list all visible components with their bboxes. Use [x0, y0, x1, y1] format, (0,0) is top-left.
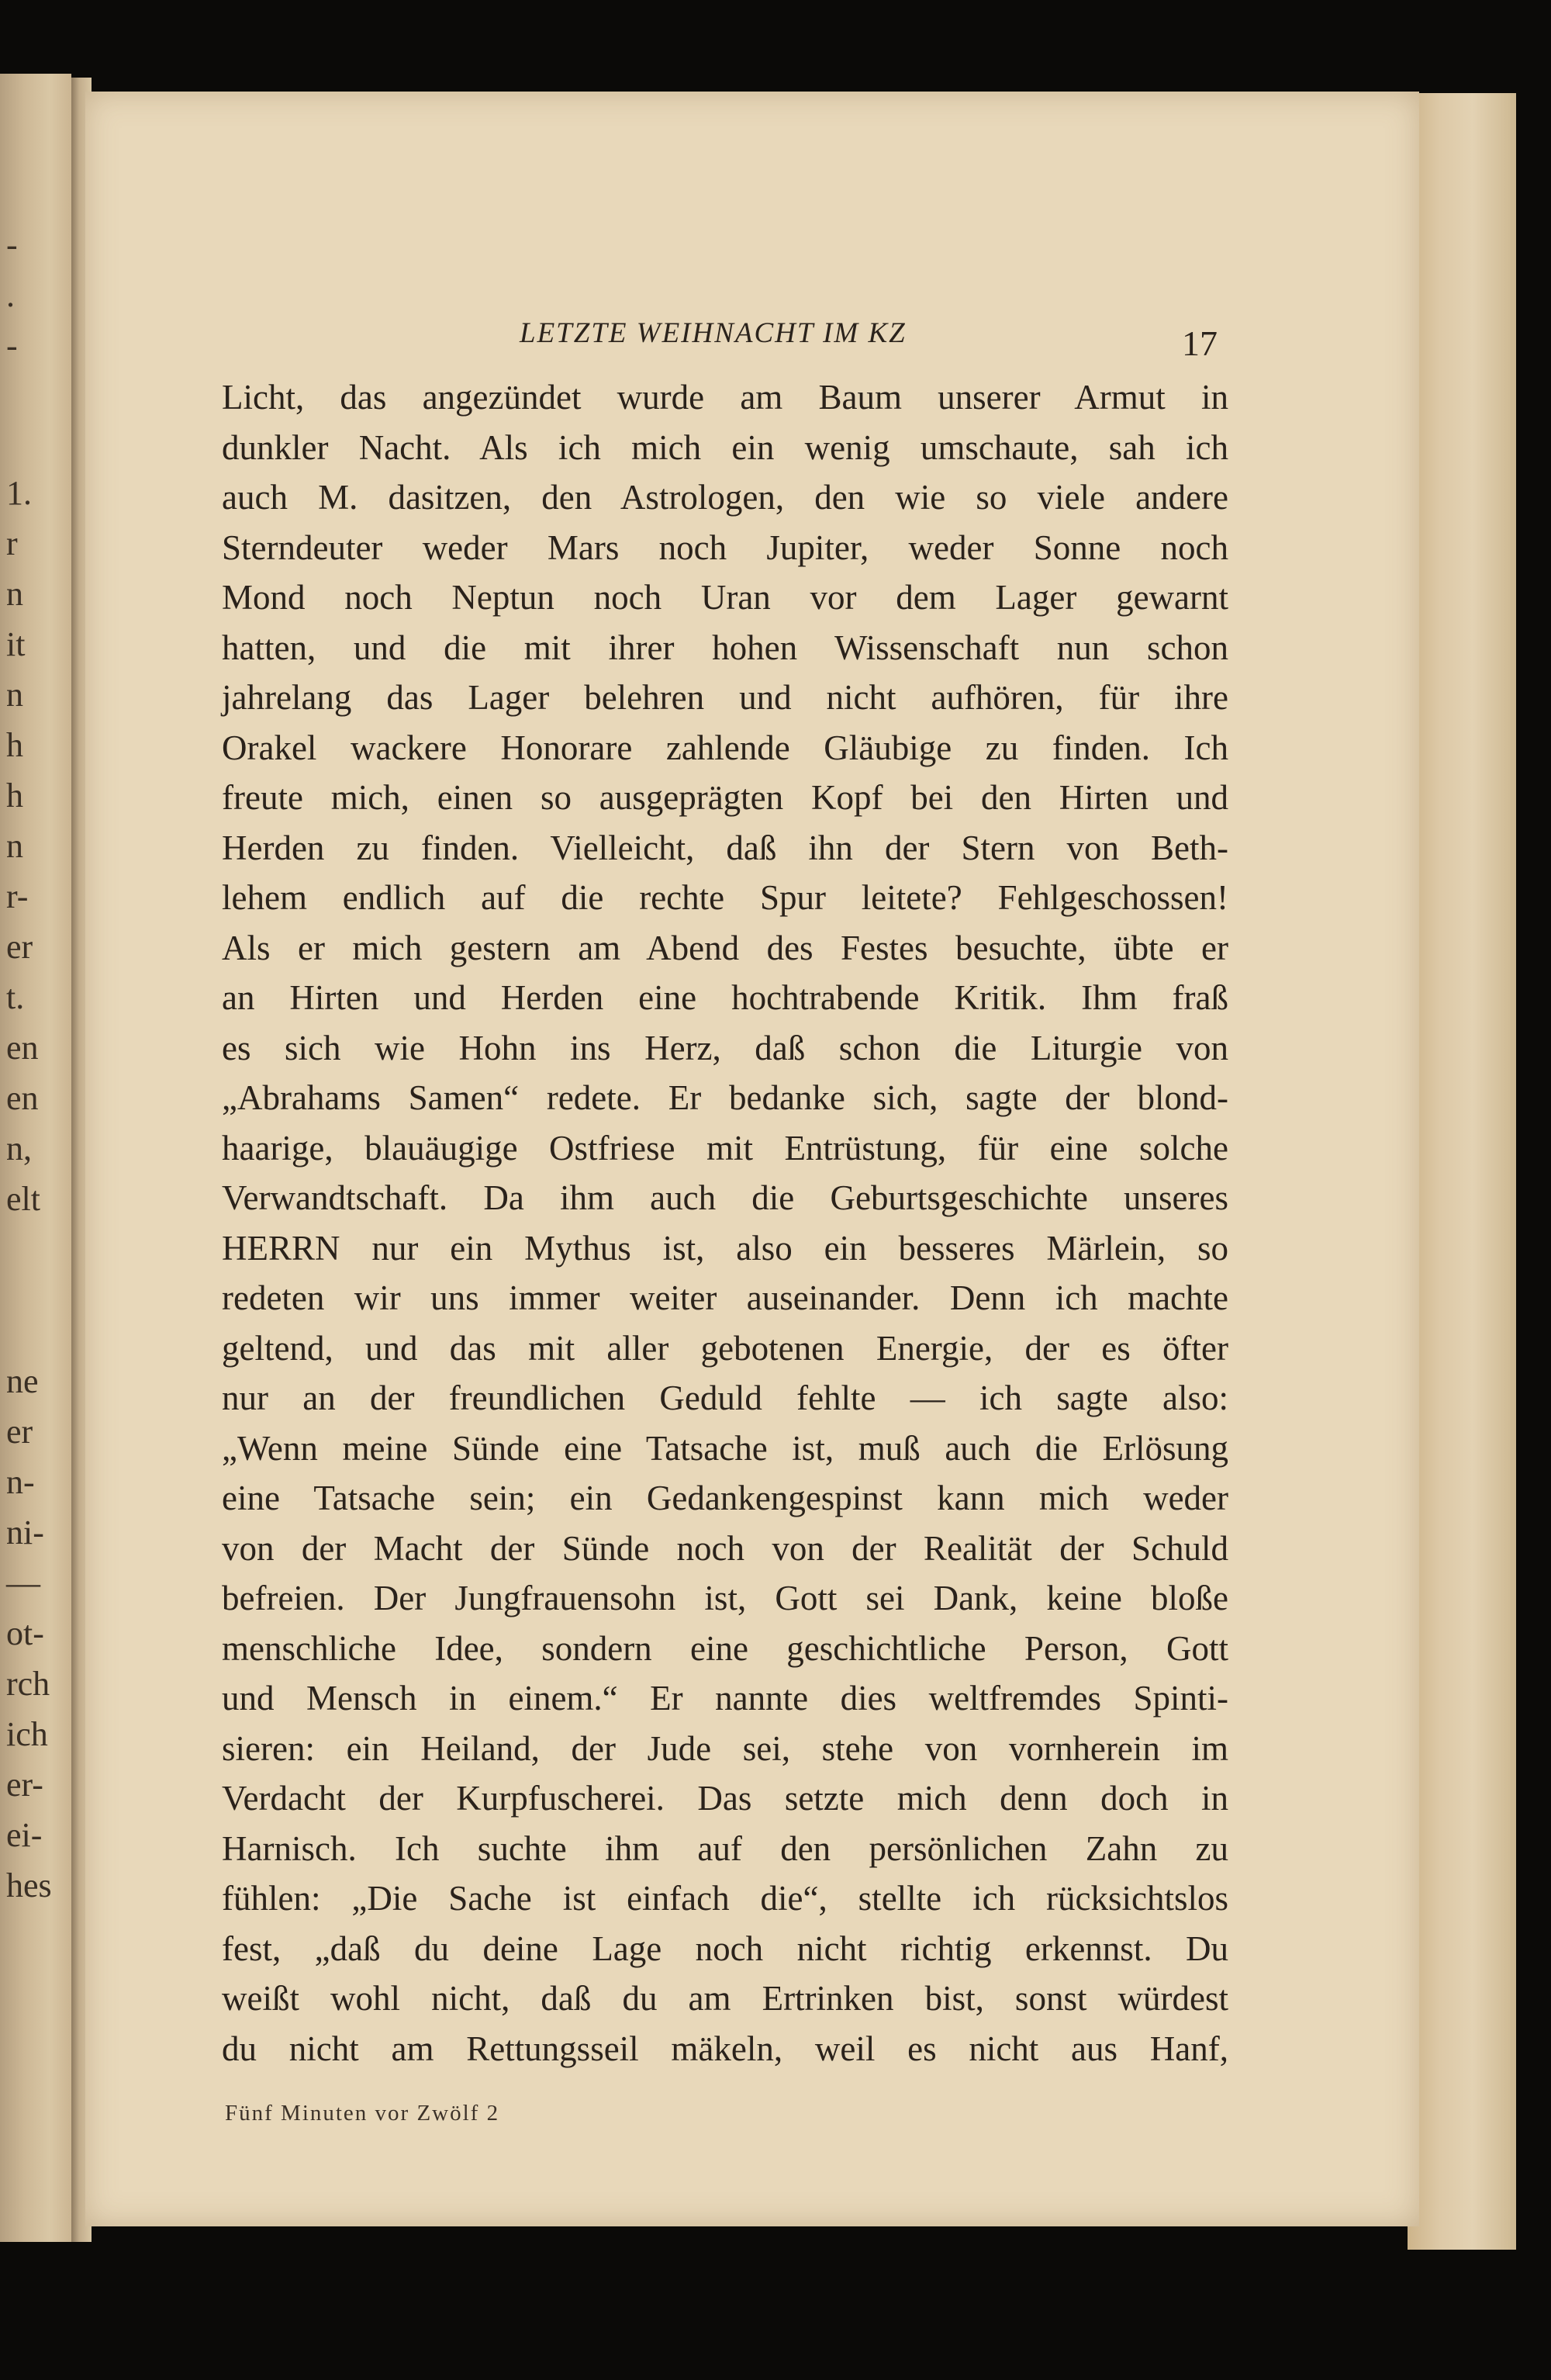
previous-page-fragment: hes — [6, 1866, 52, 1904]
text-line: geltend, und das mit aller gebotenen Energie, der es öfter — [222, 1328, 1228, 1368]
text-line: Verdacht der Kurpfuscherei. Das setzte mich denn doch in — [222, 1779, 1228, 1818]
text-line: auch M. dasitzen, den Astrologen, den wie so viele andere — [222, 478, 1228, 517]
previous-page-fragment: r- — [6, 877, 29, 915]
previous-page-fragment: n — [6, 575, 23, 613]
text-line: Harnisch. Ich suchte ihm auf den persönlichen Zahn zu — [222, 1828, 1228, 1868]
book-page — [85, 92, 1419, 2226]
page-stack-edge — [1408, 93, 1516, 2250]
previous-page-fragment: t. — [6, 978, 25, 1016]
text-line: menschliche Idee, sondern eine geschichtliche Person, Gott — [222, 1628, 1228, 1668]
text-line: du nicht am Rettungsseil mäkeln, weil es nicht aus Hanf, — [222, 2029, 1228, 2068]
text-line: jahrelang das Lager belehren und nicht aufhören, für ihre — [222, 678, 1228, 717]
previous-page-fragment: 1. — [6, 474, 32, 512]
text-line: sieren: ein Heiland, der Jude sei, stehe von vornherein im — [222, 1728, 1228, 1768]
text-line: freute mich, einen so ausgeprägten Kopf bei den Hirten und — [222, 778, 1228, 817]
previous-page-fragment: n — [6, 676, 23, 714]
previous-page-fragment: er — [6, 1413, 33, 1451]
previous-page-fragment: rch — [6, 1665, 50, 1703]
previous-page-edge — [0, 74, 71, 2242]
text-line: es sich wie Hohn ins Herz, daß schon die Liturgie von — [222, 1028, 1228, 1067]
text-line: Als er mich gestern am Abend des Festes besuchte, übte er — [222, 928, 1228, 967]
previous-page-fragment: - — [6, 226, 18, 264]
previous-page-fragment: it — [6, 625, 26, 663]
previous-page-fragment: n- — [6, 1463, 35, 1501]
previous-page-fragment: er — [6, 928, 33, 966]
previous-page-fragment: - — [6, 327, 18, 365]
previous-page-fragment: ei- — [6, 1816, 43, 1854]
previous-page-fragment: ot- — [6, 1614, 44, 1652]
text-line: und Mensch in einem.“ Er nannte dies weltfremdes Spinti- — [222, 1679, 1228, 1718]
text-line: fest, „daß du deine Lage noch nicht richtig erkennst. Du — [222, 1929, 1228, 1968]
previous-page-fragment: — — [6, 1564, 40, 1602]
previous-page-fragment: n, — [6, 1129, 32, 1168]
text-line: an Hirten und Herden eine hochtrabende Kritik. Ihm fraß — [222, 978, 1228, 1017]
text-line: „Abrahams Samen“ redete. Er bedanke sich, sagte der blond- — [222, 1078, 1228, 1117]
previous-page-fragment: ich — [6, 1715, 48, 1753]
text-line: eine Tatsache sein; ein Gedankengespinst kann mich weder — [222, 1479, 1228, 1517]
text-line: dunkler Nacht. Als ich mich ein wenig umschaute, sah ich — [222, 427, 1228, 467]
text-line: Licht, das angezündet wurde am Baum unserer Armut in — [222, 378, 1228, 417]
previous-page-fragment: r — [6, 524, 18, 562]
previous-page-fragment: en — [6, 1079, 39, 1117]
previous-page-fragment: ne — [6, 1362, 39, 1400]
text-line: haarige, blauäugige Ostfriese mit Entrüstung, für eine solche — [222, 1128, 1228, 1168]
text-line: von der Macht der Sünde noch von der Realität der Schuld — [222, 1528, 1228, 1568]
text-line: HERRN nur ein Mythus ist, also ein besseres Märlein, so — [222, 1228, 1228, 1268]
previous-page-fragment: n — [6, 827, 23, 865]
previous-page-fragment: elt — [6, 1180, 40, 1218]
previous-page-fragment: h — [6, 726, 23, 764]
text-line: fühlen: „Die Sache ist einfach die“, stellte ich rücksichtslos — [222, 1879, 1228, 1918]
text-line: weißt wohl nicht, daß du am Ertrinken bist, sonst würdest — [222, 1979, 1228, 2018]
text-line: redeten wir uns immer weiter auseinander. Denn ich machte — [222, 1278, 1228, 1317]
printer-signature: Fünf Minuten vor Zwölf 2 — [225, 2101, 500, 2126]
previous-page-fragment: h — [6, 777, 23, 815]
previous-page-fragment: . — [6, 276, 15, 314]
text-line: befreien. Der Jungfrauensohn ist, Gott sei Dank, keine bloße — [222, 1579, 1228, 1617]
text-line: nur an der freundlichen Geduld fehlte — ich sagte also: — [222, 1379, 1228, 1417]
text-line: „Wenn meine Sünde eine Tatsache ist, muß auch die Erlösung — [222, 1428, 1228, 1468]
text-line: Sterndeuter weder Mars noch Jupiter, weder Sonne noch — [222, 528, 1228, 567]
previous-page-fragment: en — [6, 1029, 39, 1067]
text-line: lehem endlich auf die rechte Spur leitete? Fehlgeschossen! — [222, 878, 1228, 917]
body-text — [222, 372, 1228, 2074]
text-line: Mond noch Neptun noch Uran vor dem Lager gewarnt — [222, 578, 1228, 617]
text-line: Herden zu finden. Vielleicht, daß ihn der Stern von Beth- — [222, 828, 1228, 867]
previous-page-fragment: ni- — [6, 1513, 44, 1551]
page-number: 17 — [1182, 323, 1218, 363]
text-line: hatten, und die mit ihrer hohen Wissenschaft nun schon — [222, 628, 1228, 667]
previous-page-fragment: er- — [6, 1766, 43, 1804]
text-line: Orakel wackere Honorare zahlende Gläubige zu finden. Ich — [222, 728, 1228, 767]
running-head: LETZTE WEIHNACHT IM KZ — [520, 317, 907, 349]
text-line: Verwandtschaft. Da ihm auch die Geburtsgeschichte unseres — [222, 1178, 1228, 1217]
